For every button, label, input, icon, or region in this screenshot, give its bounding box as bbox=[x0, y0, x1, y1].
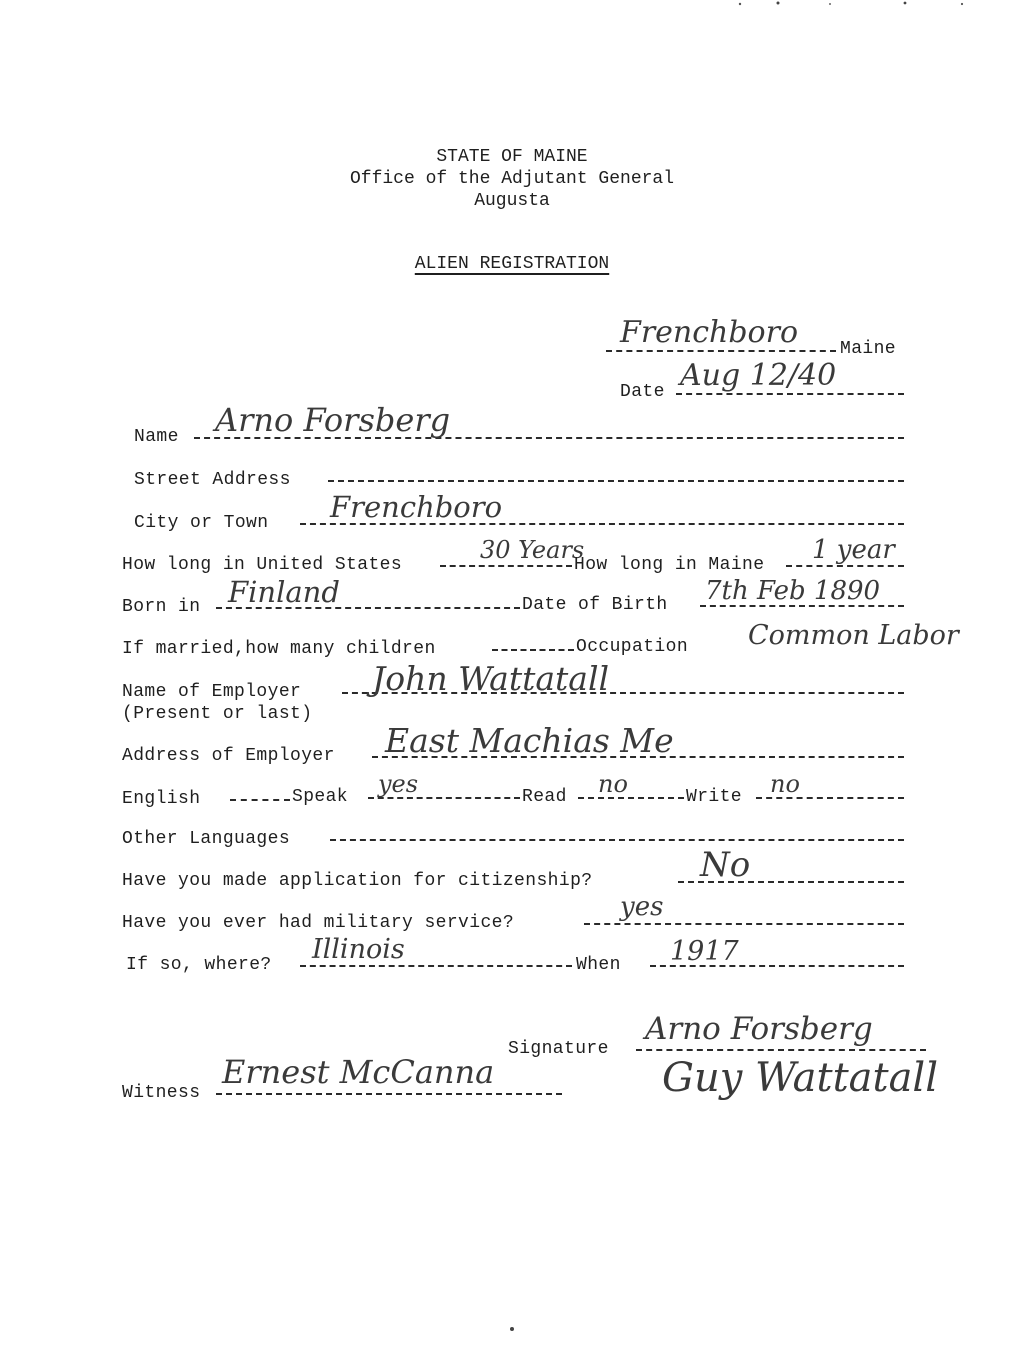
military-value: yes bbox=[620, 892, 664, 922]
read-value: no bbox=[598, 770, 628, 798]
english-dashline bbox=[230, 799, 290, 801]
where-label: If so, where? bbox=[126, 955, 272, 975]
header-city: Augusta bbox=[474, 191, 550, 211]
other-languages-label: Other Languages bbox=[122, 829, 291, 849]
children-label: If married,how many children bbox=[122, 639, 436, 659]
read-label: Read bbox=[522, 787, 567, 807]
city-value: Frenchboro bbox=[330, 490, 503, 524]
signature-dashline bbox=[636, 1049, 926, 1051]
scan-artifact-marks bbox=[700, 0, 1000, 8]
other-languages-dashline bbox=[330, 839, 904, 841]
occupation-label: Occupation bbox=[576, 637, 689, 657]
military-label: Have you ever had military service? bbox=[122, 913, 515, 933]
speak-value: yes bbox=[378, 770, 419, 798]
write-label: Write bbox=[686, 787, 743, 807]
employer-value: John Wattatall bbox=[372, 659, 610, 698]
signature-value-2: Guy Wattatall bbox=[662, 1055, 939, 1101]
town-dashline bbox=[606, 350, 836, 352]
how-long-us-value: 30 Years bbox=[480, 536, 585, 564]
maine-label: Maine bbox=[840, 339, 897, 359]
signature-value: Arno Forsberg bbox=[645, 1011, 873, 1047]
date-dashline bbox=[676, 393, 904, 395]
date-value: Aug 12/40 bbox=[680, 358, 837, 393]
how-long-us-label: How long in United States bbox=[122, 555, 403, 575]
town-value: Frenchboro bbox=[620, 315, 799, 350]
header-state: STATE OF MAINE bbox=[436, 147, 588, 167]
signature-label: Signature bbox=[508, 1039, 609, 1059]
how-long-maine-dashline bbox=[786, 565, 904, 567]
how-long-us-dashline bbox=[440, 565, 572, 567]
read-dashline bbox=[578, 797, 684, 799]
scan-dot bbox=[508, 1325, 516, 1333]
when-value: 1917 bbox=[670, 936, 739, 967]
military-dashline bbox=[584, 923, 904, 925]
form-title: ALIEN REGISTRATION bbox=[414, 254, 610, 274]
dob-value: 7th Feb 1890 bbox=[705, 576, 881, 606]
how-long-maine-value: 1 year bbox=[812, 535, 895, 565]
where-value: Illinois bbox=[312, 934, 405, 965]
dob-label: Date of Birth bbox=[522, 595, 668, 615]
citizenship-value: No bbox=[700, 845, 751, 885]
write-value: no bbox=[770, 770, 800, 798]
children-dashline bbox=[492, 649, 574, 651]
employer-label-1: Name of Employer bbox=[122, 682, 302, 702]
witness-value: Ernest McCanna bbox=[222, 1053, 495, 1091]
employer-address-value: East Machias Me bbox=[385, 721, 674, 760]
header-office: Office of the Adjutant General bbox=[349, 169, 675, 189]
name-label: Name bbox=[134, 427, 179, 447]
speak-label: Speak bbox=[292, 787, 349, 807]
name-value: Arno Forsberg bbox=[215, 401, 451, 439]
date-label: Date bbox=[620, 382, 665, 402]
english-label: English bbox=[122, 789, 201, 809]
witness-label: Witness bbox=[122, 1083, 201, 1103]
witness-dashline bbox=[216, 1093, 562, 1095]
employer-label-2: (Present or last) bbox=[122, 704, 313, 724]
when-label: When bbox=[576, 955, 621, 975]
how-long-maine-label: How long in Maine bbox=[574, 555, 765, 575]
occupation-value: Common Labor bbox=[748, 620, 959, 651]
citizenship-label: Have you made application for citizenship? bbox=[122, 871, 593, 891]
street-dashline bbox=[328, 480, 904, 482]
street-label: Street Address bbox=[134, 470, 291, 490]
where-dashline bbox=[300, 965, 572, 967]
form-title-wrap bbox=[0, 255, 1024, 273]
born-in-value: Finland bbox=[228, 575, 340, 609]
born-in-label: Born in bbox=[122, 597, 201, 617]
city-label: City or Town bbox=[134, 513, 269, 533]
employer-address-label: Address of Employer bbox=[122, 746, 335, 766]
